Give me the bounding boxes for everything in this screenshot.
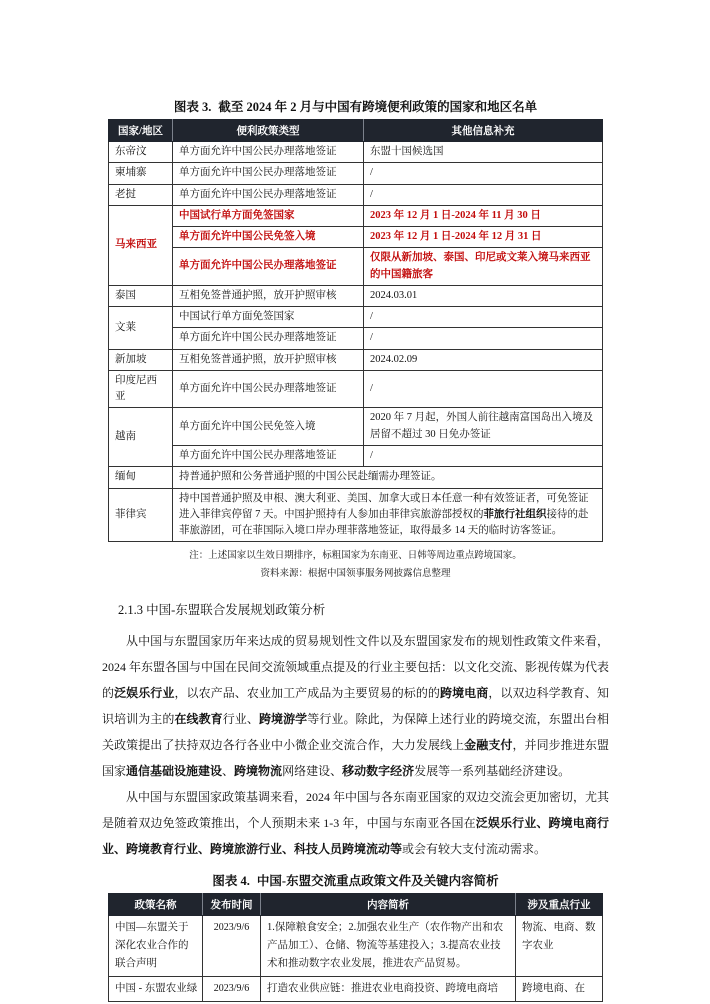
- table-row-philippines: [109, 488, 603, 542]
- policy-name-cell: 中国—东盟关于深化农业合作的联合声明: [109, 916, 203, 977]
- country-cell: 泰国: [109, 285, 173, 306]
- country-cell: 新加坡: [109, 349, 173, 370]
- table4-title-text: 中国-东盟交流重点政策文件及关键内容简析: [256, 874, 499, 889]
- policy-cell: 单方面允许中国公民免签入境: [173, 227, 364, 248]
- table-row-brunei-1: [109, 307, 603, 328]
- policy-cell: 互相免签普通护照，放开护照审核: [173, 285, 364, 306]
- policy-cell: 单方面允许中国公民办理落地签证: [173, 142, 364, 163]
- policy-cell: 单方面允许中国公民办理落地签证: [173, 163, 364, 184]
- policy-name-cell: 中国 - 东盟农业绿: [109, 976, 203, 1001]
- table-row-malaysia-3: [109, 248, 603, 286]
- table-row-east-timor: [109, 142, 603, 163]
- table3-note: 注：上述国家以生效日期排序，标粗国家为东南亚、日韩等周边重点跨境国家。: [189, 551, 522, 562]
- table-row-vietnam-1: [109, 408, 603, 446]
- table4-header-date: 发布时间: [203, 894, 261, 916]
- table-row-thailand: [109, 285, 603, 306]
- publish-date-cell: 2023/9/6: [203, 976, 261, 1001]
- country-cell: 印度尼西亚: [109, 370, 173, 408]
- info-cell: /: [364, 370, 603, 408]
- info-cell: /: [364, 307, 603, 328]
- table-row-singapore: [109, 349, 603, 370]
- text-run: ，并同步推进东盟国家: [102, 738, 609, 779]
- text-run: 行业、: [222, 712, 259, 727]
- emphasis-text: 泛娱乐行业、跨境电商行业、跨境教育行业、跨境旅游行业、科技人员跨境流动等: [102, 816, 609, 857]
- info-cell: /: [364, 328, 603, 349]
- emphasis-text: 跨境物流: [234, 764, 283, 779]
- section-heading: 2.1.3 中国-东盟联合发展规划政策分析: [118, 603, 326, 618]
- policy-cell: 中国试行单方面免签国家: [173, 307, 364, 328]
- policy-cell: 单方面允许中国公民办理落地签证: [173, 328, 364, 349]
- country-cell: 菲律宾: [109, 488, 173, 542]
- table4-title-label: 图表 4.: [212, 874, 250, 889]
- policy-cell: 单方面允许中国公民办理落地签证: [173, 445, 364, 466]
- table3-title: [102, 97, 609, 115]
- text-run: 等行业。除此，为保障上述行业的跨境交流，东盟出台相关政策提出了扶持双边各行各业中小微企业交流合作，大力发展线上: [102, 712, 609, 753]
- info-cell: 2024.03.01: [364, 285, 603, 306]
- info-cell: 2023 年 12 月 1 日-2024 年 12 月 31 日: [364, 227, 603, 248]
- emphasis-text: 菲旅行社组织: [483, 508, 547, 520]
- country-cell: 东帝汶: [109, 142, 173, 163]
- table3-header-country: 国家/地区: [109, 120, 173, 142]
- policy-cell: 单方面允许中国公民办理落地签证: [173, 370, 364, 408]
- emphasis-text: 跨境电商: [440, 686, 489, 701]
- policy-cell: 单方面允许中国公民办理落地签证: [173, 248, 364, 286]
- table4: [108, 893, 603, 1001]
- info-cell: 2024.02.09: [364, 349, 603, 370]
- table-row-malaysia-2: [109, 227, 603, 248]
- country-cell: 柬埔寨: [109, 163, 173, 184]
- emphasis-text: 通信基础设施建设: [126, 764, 223, 779]
- policy-cell: [173, 488, 603, 542]
- table-row-myanmar: [109, 467, 603, 488]
- table4-header-row: [109, 894, 603, 916]
- info-cell: 2020 年 7 月起，外国人前往越南富国岛出入境及居留不超过 30 日免办签证: [364, 408, 603, 446]
- country-cell: 马来西亚: [109, 205, 173, 285]
- emphasis-text: 移动数字经济: [342, 764, 415, 779]
- table4-header-name: 政策名称: [109, 894, 203, 916]
- text-run: ，以农产品、农业加工产成品为主要贸易的标的的: [174, 686, 441, 701]
- policy-cell: 单方面允许中国公民办理落地签证: [173, 184, 364, 205]
- info-cell: /: [364, 163, 603, 184]
- table3-header-info: 其他信息补充: [364, 120, 603, 142]
- country-cell: 老挝: [109, 184, 173, 205]
- text-run: 从中国与东盟国家历年来达成的贸易规划性文件以及东盟国家发布的规划性政策文件来看，2024 年东盟各国与中国在民间交流领域重点提及的行业主要包括：以文化交流、影视传媒为代表的: [102, 634, 610, 701]
- info-cell: /: [364, 445, 603, 466]
- policy-cell: 单方面允许中国公民免签入境: [173, 408, 364, 446]
- table-row-vietnam-2: [109, 445, 603, 466]
- table-row-indonesia: [109, 370, 603, 408]
- emphasis-text: 泛娱乐行业: [114, 686, 175, 701]
- text-run: 从中国与东盟国家政策基调来看，2024 年中国与各东南亚国家的双边交流会更加密切，尤其是随着双边免签政策推出，个人预期未来 1-3 年，中国与东南亚各国在: [102, 790, 610, 831]
- table-row-brunei-2: [109, 328, 603, 349]
- emphasis-text: 在线教育: [174, 712, 223, 727]
- table3-title-label: 图表 3.: [173, 100, 212, 114]
- paragraph-1: [102, 628, 609, 784]
- table3: [108, 119, 603, 542]
- document-page: [102, 97, 609, 1002]
- info-cell: 东盟十国候选国: [364, 142, 603, 163]
- paragraph-2: [102, 784, 609, 862]
- country-cell: 文莱: [109, 307, 173, 350]
- text-run: 网络建设、: [282, 764, 343, 779]
- table4-header-content: 内容简析: [261, 894, 516, 916]
- info-cell: 2023 年 12 月 1 日-2024 年 11 月 30 日: [364, 205, 603, 226]
- table-row-laos: [109, 184, 603, 205]
- country-cell: 缅甸: [109, 467, 173, 488]
- policy-cell: 中国试行单方面免签国家: [173, 205, 364, 226]
- table3-header-policy: 便利政策类型: [173, 120, 364, 142]
- text-run: ，以双边科学教育、知识培训为主的: [102, 686, 609, 727]
- industries-cell: 跨境电商、在: [516, 976, 603, 1001]
- table3-header-row: [109, 120, 603, 142]
- text-run: 、: [222, 764, 235, 779]
- policy-cell: 持普通护照和公务普通护照的中国公民赴缅需办理签证。: [173, 467, 603, 488]
- table3-notes: [102, 547, 609, 583]
- text-run: 或会有较大支付流动需求。: [402, 842, 547, 857]
- table4-header-industries: 涉及重点行业: [516, 894, 603, 916]
- emphasis-text: 金融支付: [464, 738, 513, 753]
- text-run: 发展等一系列基础经济建设。: [414, 764, 571, 779]
- table-row-policy-1: [109, 916, 603, 977]
- policy-cell: 互相免签普通护照，放开护照审核: [173, 349, 364, 370]
- table-row-cambodia: [109, 163, 603, 184]
- text-run: 持中国普通护照及申根、澳大利亚、美国、加拿大或日本任意一种有效签证者，可免签证进入菲律宾停留 7 天。中国护照持有人参加由菲律宾旅游部授权的: [179, 492, 589, 520]
- content-summary-cell: 打造农业供应链：推进农业电商投资、跨境电商培: [261, 976, 516, 1001]
- info-cell: /: [364, 184, 603, 205]
- text-run: 接待的赴菲旅游团，可在菲国际入境口岸办理菲落地签证，取得最多 14 天的临时访客签证。: [179, 508, 589, 537]
- emphasis-text: 跨境游学: [258, 712, 308, 727]
- table4-title: [102, 871, 609, 889]
- table-row-malaysia-1: [109, 205, 603, 226]
- industries-cell: 物流、电商、数字农业: [516, 916, 603, 977]
- publish-date-cell: 2023/9/6: [203, 916, 261, 977]
- table-row-policy-2: [109, 976, 603, 1001]
- table3-source: 资料来源：根据中国领事服务网披露信息整理: [260, 569, 451, 580]
- content-summary-cell: 1.保障粮食安全；2.加强农业生产（农作物产出和农产品加工）、仓储、物流等基建投入；3.提高农业技术和推动数字农业发展，推进农产品贸易。: [261, 916, 516, 977]
- table3-title-text: 截至 2024 年 2 月与中国有跨境便利政策的国家和地区名单: [218, 100, 538, 114]
- country-cell: 越南: [109, 408, 173, 467]
- info-cell: 仅限从新加坡、泰国、印尼或文莱入境马来西亚的中国籍旅客: [364, 248, 603, 286]
